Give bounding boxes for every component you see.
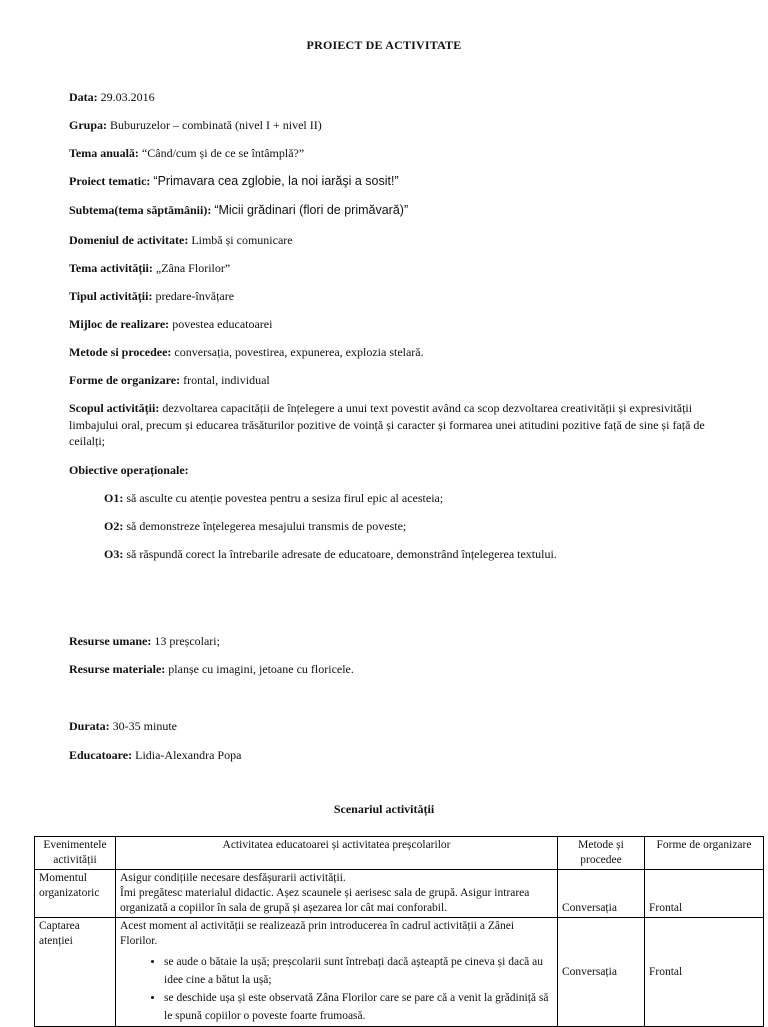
field-proiect-tematic: Proiect tematic: “Primavara cea zglobie, la noi iarăşi a sosit!” [69, 174, 399, 188]
objective-o1: O1: să asculte cu atenție povestea pentru a sesiza firul epic al acesteia; [104, 491, 444, 505]
row-method: Conversația [558, 918, 645, 1027]
row-method: Conversația [558, 870, 645, 918]
scenario-table [34, 836, 764, 1027]
field-tipul: Tipul activității: predare-învățare [69, 289, 235, 303]
table-row [35, 918, 764, 1027]
field-educatoare: Educatoare: Lidia-Alexandra Popa [69, 748, 242, 762]
objective-o3: O3: să răspundă corect la întrebarile adresate de educatoare, demonstrând înțelegerea textului. [104, 547, 557, 561]
list-item: • se aude o bătaie la ușă; preșcolarii sunt întrebați dacă așteaptă pe cineva și dacă au idee cine a bătut la ușă; [164, 953, 553, 989]
table-row [35, 870, 764, 918]
objective-o2: O2: să demonstreze înțelegerea mesajului transmis de poveste; [104, 519, 407, 533]
document-title: PROIECT DE ACTIVITATE [306, 38, 462, 52]
row-form: Frontal [645, 870, 764, 918]
field-data: Data: 29.03.2016 [69, 90, 155, 104]
field-durata: Durata: 30-35 minute [69, 719, 177, 733]
scenario-title: Scenariul activității [333, 802, 435, 816]
field-resurse-umane: Resurse umane: 13 preșcolari; [69, 634, 220, 648]
field-tema-anuala: Tema anuală: “Când/cum și de ce se întâmplă?” [69, 146, 305, 160]
header-forms: Forme de organizare [645, 837, 764, 870]
field-grupa: Grupa: Buburuzelor – combinată (nivel I + nivel II) [69, 118, 322, 132]
field-domeniul: Domeniul de activitate: Limbă și comunicare [69, 233, 293, 247]
header-methods: Metode și procedee [558, 837, 645, 870]
field-subtema: Subtema(tema săptămânii): “Micii grădinari (flori de primăvară)” [69, 203, 409, 217]
table-header-row [35, 837, 764, 870]
row-event: Captarea atenției [35, 918, 116, 1027]
field-resurse-materiale: Resurse materiale: planșe cu imagini, jetoane cu floricele. [69, 662, 354, 676]
header-activity: Activitatea educatoarei și activitatea preșcolarilor [116, 837, 558, 870]
field-tema-activitatii: Tema activității: „Zâna Florilor” [69, 261, 231, 275]
list-item: • se deschide ușa și este observată Zâna Florilor care se pare că a venit la grădiniță să le spună copiilor o poveste foarte frumoasă. [164, 989, 553, 1025]
field-scopul: Scopul activității: dezvoltarea capacității de înțelegere a unui text povestit având ca scop dezvoltarea creativității și expresivității limbajului oral, precum și educarea trăsăturilor pozitive de voință și caracter și formarea unei atitudini pozitive față de sine și față de ceilalți; [69, 401, 705, 448]
activity-line: Asigur condițiile necesare desfășurarii activității. [120, 872, 346, 884]
activity-bullets [120, 953, 553, 1025]
field-obiective: Obiective operaționale: [69, 463, 189, 477]
field-metode: Metode si procedee: conversația, povestirea, expunerea, explozia stelară. [69, 345, 424, 359]
activity-line: Îmi pregătesc materialul didactic. Așez scaunele și aerisesc sala de grupă. Asigur intrarea organizată a copiilor în sala de grupă și așezarea lor cât mai conforabil. [120, 887, 530, 914]
row-activity [116, 918, 558, 1027]
activity-line: Acest moment al activității se realizează prin introducerea în cadrul activității a Zânei Florilor. [120, 920, 515, 947]
field-mijloc: Mijloc de realizare: povestea educatoarei [69, 317, 273, 331]
row-form: Frontal [645, 918, 764, 1027]
row-event: Momentul organizatoric [35, 870, 116, 918]
header-events: Evenimentele activității [35, 837, 116, 870]
row-activity [116, 870, 558, 918]
field-forme: Forme de organizare: frontal, individual [69, 373, 270, 387]
